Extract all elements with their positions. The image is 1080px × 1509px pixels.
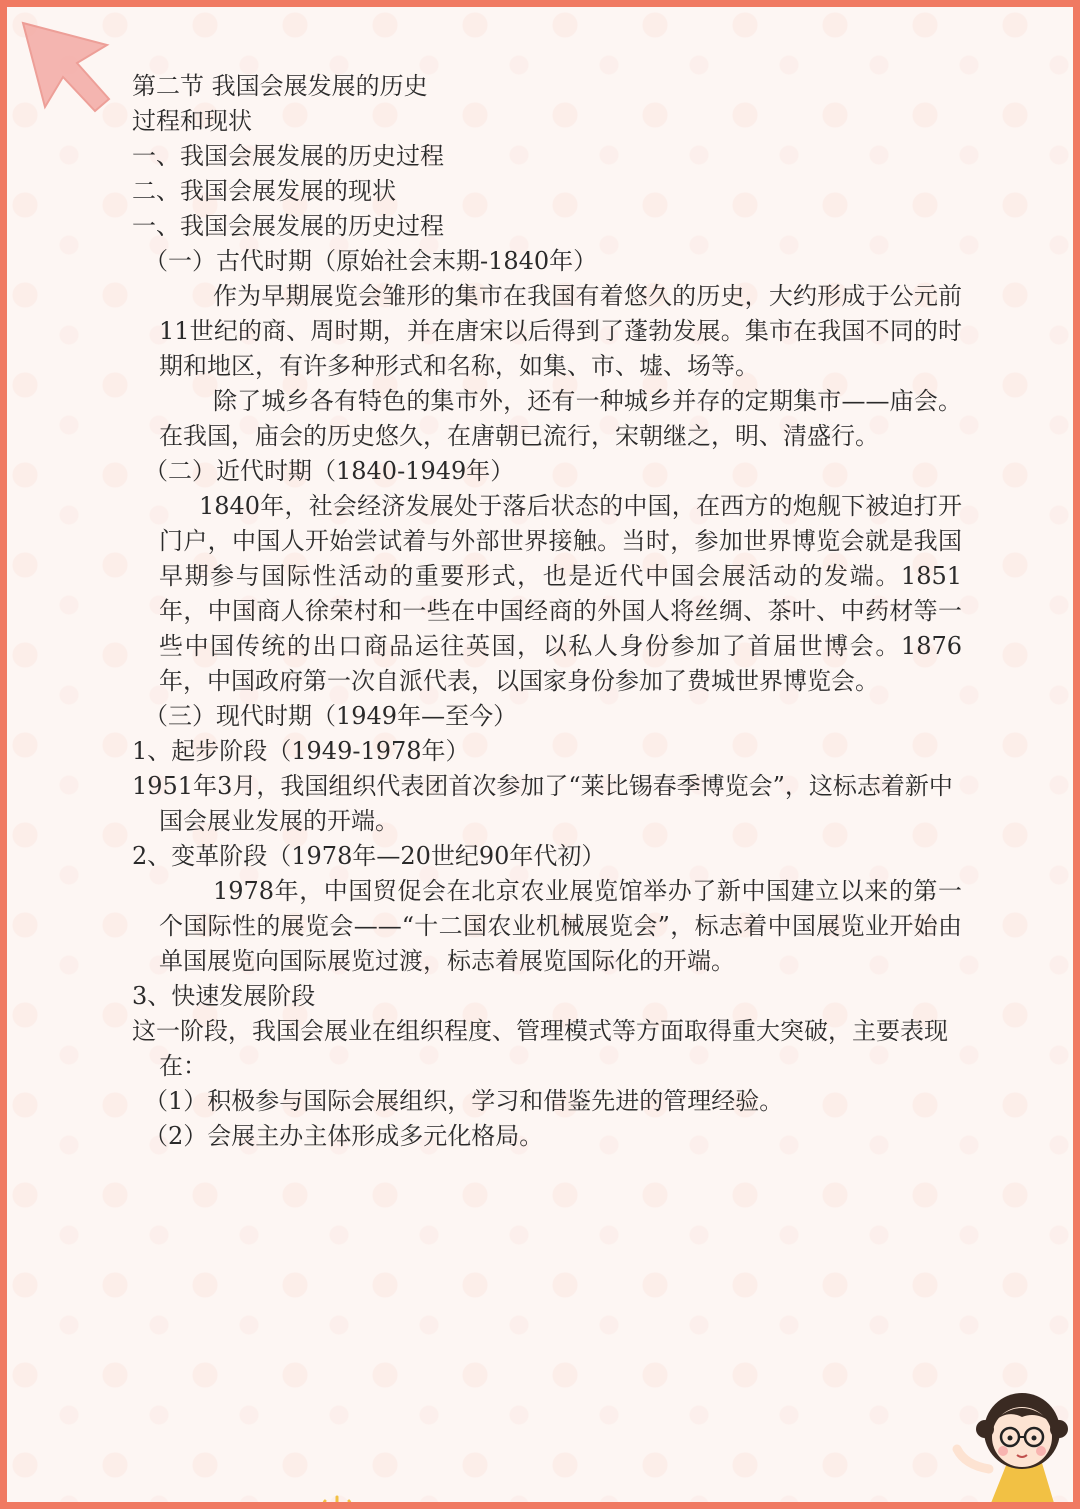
list-item: （1）积极参与国际会展组织，学习和借鉴先进的管理经验。 [144, 1087, 784, 1115]
period-heading: （二）近代时期（1840-1949年） [144, 457, 515, 485]
cartoon-girl-icon [947, 1373, 1077, 1509]
paragraph: 1840年，社会经济发展处于落后状态的中国，在西方的炮舰下被迫打开门户，中国人开始尝试着与外部世界接触。当时，参加世界博览会就是我国早期参与国际性活动的重要形式，也是近代中国会展活动的发端。1851年，中国商人徐荣村和一些在中国经商的外国人将丝绸、茶叶、中药材等一些中国传统的出口商品运往英国，以私人身份参加了首届世博会。1876年，中国政府第一次自派代表，以国家身份参加了费城世界博览会。 [159, 492, 962, 695]
stage-heading: 1、起步阶段（1949-1978年） [132, 737, 470, 765]
outline-item: 二、我国会展发展的现状 [132, 177, 396, 205]
paragraph: 1951年3月，我国组织代表团首次参加了“莱比锡春季博览会”，这标志着新中国会展业发展的开端。 [132, 772, 953, 835]
period-heading: （一）古代时期（原始社会末期-1840年） [144, 247, 598, 275]
paragraph: 这一阶段，我国会展业在组织程度、管理模式等方面取得重大突破，主要表现在： [132, 1017, 948, 1080]
document-body [132, 69, 962, 1154]
section-heading: 一、我国会展发展的历史过程 [132, 212, 444, 240]
paragraph: 作为早期展览会雏形的集市在我国有着悠久的历史，大约形成于公元前11世纪的商、周时期，并在唐宋以后得到了蓬勃发展。集市在我国不同的时期和地区，有许多种形式和名称，如集、市、墟、场等。 [159, 282, 962, 380]
list-item: （2）会展主办主体形成多元化格局。 [144, 1122, 544, 1150]
outline-item: 一、我国会展发展的历史过程 [132, 142, 444, 170]
stage-heading: 2、变革阶段（1978年—20世纪90年代初） [132, 842, 606, 870]
paragraph: 除了城乡各有特色的集市外，还有一种城乡并存的定期集市——庙会。在我国，庙会的历史悠久，在唐朝已流行，宋朝继之，明、清盛行。 [159, 387, 962, 450]
stage-heading: 3、快速发展阶段 [132, 982, 316, 1010]
paragraph: 1978年，中国贸促会在北京农业展览馆举办了新中国建立以来的第一个国际性的展览会——“十二国农业机械展览会”，标志着中国展览业开始由单国展览向国际展览过渡，标志着展览国际化的开端。 [159, 877, 962, 975]
arrow-pointer-icon [15, 15, 115, 115]
sparkle-icon [307, 1495, 367, 1509]
outline-item: 过程和现状 [132, 107, 252, 135]
period-heading: （三）现代时期（1949年—至今） [144, 702, 518, 730]
section-title: 第二节 我国会展发展的历史 [132, 72, 428, 100]
